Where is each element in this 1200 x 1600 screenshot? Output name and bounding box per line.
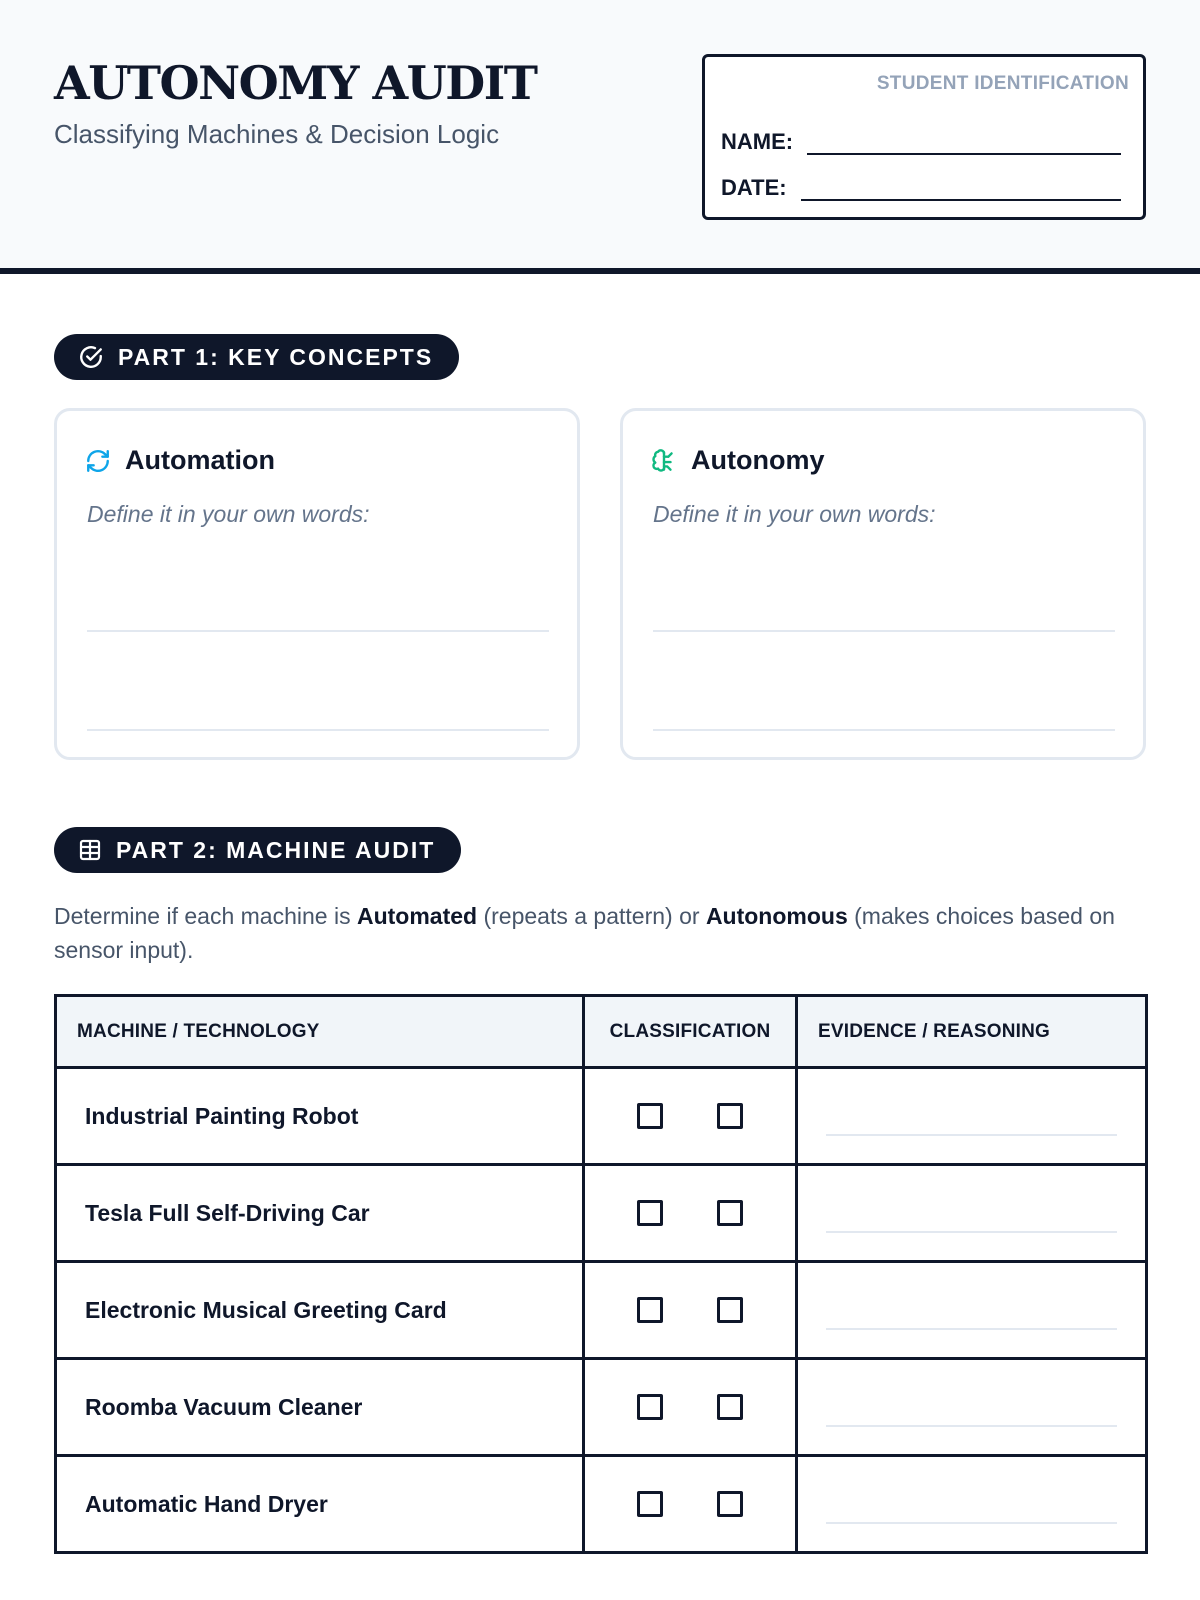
autonomy-card <box>620 408 1146 760</box>
classification-cell <box>584 1456 797 1553</box>
autonomy-answer-line-2[interactable] <box>653 729 1115 731</box>
automated-checkbox[interactable] <box>637 1491 663 1517</box>
table-header-row <box>56 996 1147 1068</box>
autonomous-checkbox[interactable] <box>717 1394 743 1420</box>
autonomy-prompt: Define it in your own words: <box>653 501 936 527</box>
evidence-cell[interactable] <box>797 1456 1147 1553</box>
autonomy-card-title: Autonomy <box>691 445 825 475</box>
evidence-cell[interactable] <box>797 1262 1147 1359</box>
check-circle-icon <box>78 344 104 370</box>
automation-card-header <box>85 445 275 476</box>
part2-heading-text: PART 2: MACHINE AUDIT <box>116 836 436 863</box>
machine-name: Industrial Painting Robot <box>56 1068 584 1165</box>
instructions-intro: Determine if each machine is <box>54 903 357 929</box>
brain-icon <box>651 448 677 474</box>
header-machine: MACHINE / TECHNOLOGY <box>56 996 584 1068</box>
student-id-label: STUDENT IDENTIFICATION <box>876 73 1129 94</box>
automated-checkbox[interactable] <box>637 1200 663 1226</box>
table-icon <box>78 838 102 862</box>
automation-prompt: Define it in your own words: <box>87 501 370 527</box>
header-evidence: EVIDENCE / REASONING <box>797 996 1147 1068</box>
autonomous-checkbox[interactable] <box>717 1200 743 1226</box>
automated-checkbox[interactable] <box>637 1394 663 1420</box>
term-autonomous: Autonomous <box>705 903 848 929</box>
evidence-line[interactable] <box>826 1425 1117 1427</box>
date-row <box>721 175 1121 201</box>
classification-cell <box>584 1068 797 1165</box>
instructions-end: (makes choices based on sensor input). <box>54 903 1115 963</box>
autonomous-checkbox[interactable] <box>717 1491 743 1517</box>
evidence-line[interactable] <box>826 1134 1117 1136</box>
automation-answer-line-1[interactable] <box>87 630 549 632</box>
table-row <box>56 1456 1147 1553</box>
automated-checkbox[interactable] <box>637 1297 663 1323</box>
evidence-cell[interactable] <box>797 1359 1147 1456</box>
date-label: DATE: <box>721 175 787 200</box>
name-field[interactable] <box>807 133 1121 155</box>
table-row <box>56 1068 1147 1165</box>
machine-name: Roomba Vacuum Cleaner <box>56 1359 584 1456</box>
automation-card <box>54 408 580 760</box>
autonomy-answer-line-1[interactable] <box>653 630 1115 632</box>
evidence-cell[interactable] <box>797 1165 1147 1262</box>
page-title: AUTONOMY AUDIT <box>54 56 537 110</box>
term-automated: Automated <box>356 903 478 929</box>
automated-checkbox[interactable] <box>637 1103 663 1129</box>
autonomous-checkbox[interactable] <box>717 1103 743 1129</box>
machine-audit-table <box>54 994 1148 1554</box>
evidence-cell[interactable] <box>797 1068 1147 1165</box>
student-id-box <box>702 54 1146 220</box>
machine-name: Electronic Musical Greeting Card <box>56 1262 584 1359</box>
part2-heading <box>54 827 461 873</box>
worksheet-header <box>0 0 1200 274</box>
audit-instructions <box>54 899 1154 967</box>
evidence-line[interactable] <box>826 1231 1117 1233</box>
part1-heading <box>54 334 459 380</box>
date-field[interactable] <box>801 179 1121 201</box>
automation-answer-line-2[interactable] <box>87 729 549 731</box>
classification-cell <box>584 1165 797 1262</box>
machine-name: Automatic Hand Dryer <box>56 1456 584 1553</box>
page-subtitle: Classifying Machines & Decision Logic <box>54 119 500 149</box>
classification-cell <box>584 1359 797 1456</box>
refresh-icon <box>85 448 111 474</box>
table-row <box>56 1359 1147 1456</box>
part1-heading-text: PART 1: KEY CONCEPTS <box>118 343 434 370</box>
autonomy-card-header <box>651 445 824 476</box>
evidence-line[interactable] <box>826 1522 1117 1524</box>
autonomous-checkbox[interactable] <box>717 1297 743 1323</box>
machine-name: Tesla Full Self-Driving Car <box>56 1165 584 1262</box>
instructions-mid: (repeats a pattern) or <box>477 903 706 929</box>
table-row <box>56 1262 1147 1359</box>
classification-cell <box>584 1262 797 1359</box>
evidence-line[interactable] <box>826 1328 1117 1330</box>
table-row <box>56 1165 1147 1262</box>
header-classification: CLASSIFICATION <box>584 996 797 1068</box>
name-label: NAME: <box>721 129 794 154</box>
name-row <box>721 129 1121 155</box>
automation-card-title: Automation <box>125 445 275 475</box>
